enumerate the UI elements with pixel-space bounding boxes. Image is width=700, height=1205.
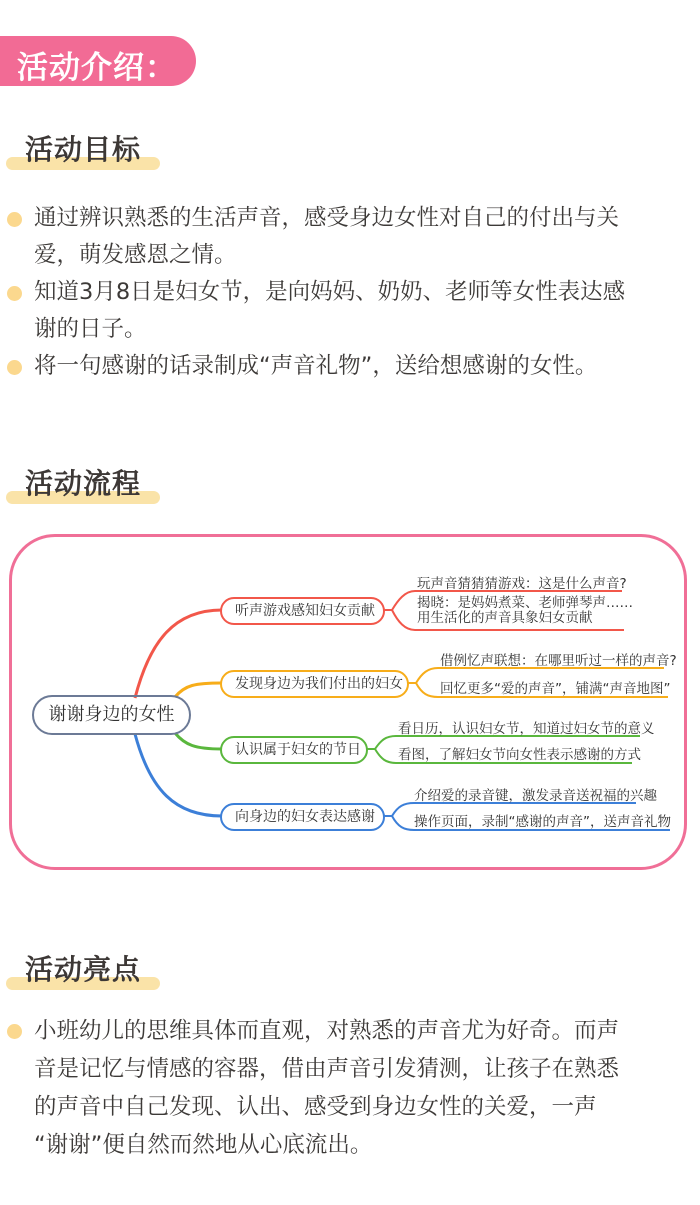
mindmap-leaf: 揭晓：是妈妈煮菜、老师弹琴声…… bbox=[417, 595, 633, 611]
mindmap-leaf: 借例忆声联想：在哪里听过一样的声音? bbox=[440, 653, 677, 669]
mindmap-leaf: 介绍爱的录音键，激发录音送祝福的兴趣 bbox=[414, 788, 657, 804]
list-item: 小班幼儿的思维具体而直观，对熟悉的声音尤为好奇。而声 音是记忆与情感的容器，借由声音引发猜测，让孩子在熟悉 的声音中自己发现、认出、感受到身边女性的关爱，一声 “谢谢”便自然而然地从心底流出。 bbox=[0, 1012, 700, 1164]
mindmap-leaf: 操作页面，录制“感谢的声音”，送声音礼物 bbox=[414, 814, 671, 830]
mindmap-leaf: 回忆更多“爱的声音”，铺满“声音地图” bbox=[440, 681, 671, 697]
mindmap-branch-node: 向身边的妇女表达感谢 bbox=[220, 803, 385, 831]
mindmap-branch-node: 认识属于妇女的节日 bbox=[220, 736, 368, 764]
mindmap-leaf: 看日历，认识妇女节，知道过妇女节的意义 bbox=[398, 721, 655, 737]
section-title-text: 活动流程 bbox=[25, 467, 142, 500]
highlights-list bbox=[0, 1012, 700, 1164]
section-title-text: 活动目标 bbox=[25, 133, 142, 166]
list-item: 知道3月8日是妇女节，是向妈妈、奶奶、老师等女性表达感 谢的日子。 bbox=[0, 274, 700, 348]
bullet-dot-icon bbox=[7, 1024, 22, 1039]
banner-title: 活动介绍： bbox=[17, 50, 177, 86]
mindmap-root-node: 谢谢身边的女性 bbox=[32, 695, 191, 735]
mindmap-leaf: 玩声音猜猜猜游戏：这是什么声音? bbox=[417, 576, 627, 592]
list-item: 将一句感谢的话录制成“声音礼物”，送给想感谢的女性。 bbox=[0, 348, 700, 385]
section-title-highlights bbox=[6, 948, 162, 990]
list-item: 通过辨识熟悉的生活声音，感受身边女性对自己的付出与关 爱，萌发感恩之情。 bbox=[0, 200, 700, 274]
section-title-text: 活动亮点 bbox=[25, 953, 142, 986]
mindmap-branch-node: 听声游戏感知妇女贡献 bbox=[220, 597, 385, 625]
mindmap-branch-node: 发现身边为我们付出的妇女 bbox=[220, 670, 409, 698]
mindmap-leaf: 用生活化的声音具象妇女贡献 bbox=[417, 610, 593, 626]
mindmap-leaf: 看图，了解妇女节向女性表示感谢的方式 bbox=[398, 747, 641, 763]
